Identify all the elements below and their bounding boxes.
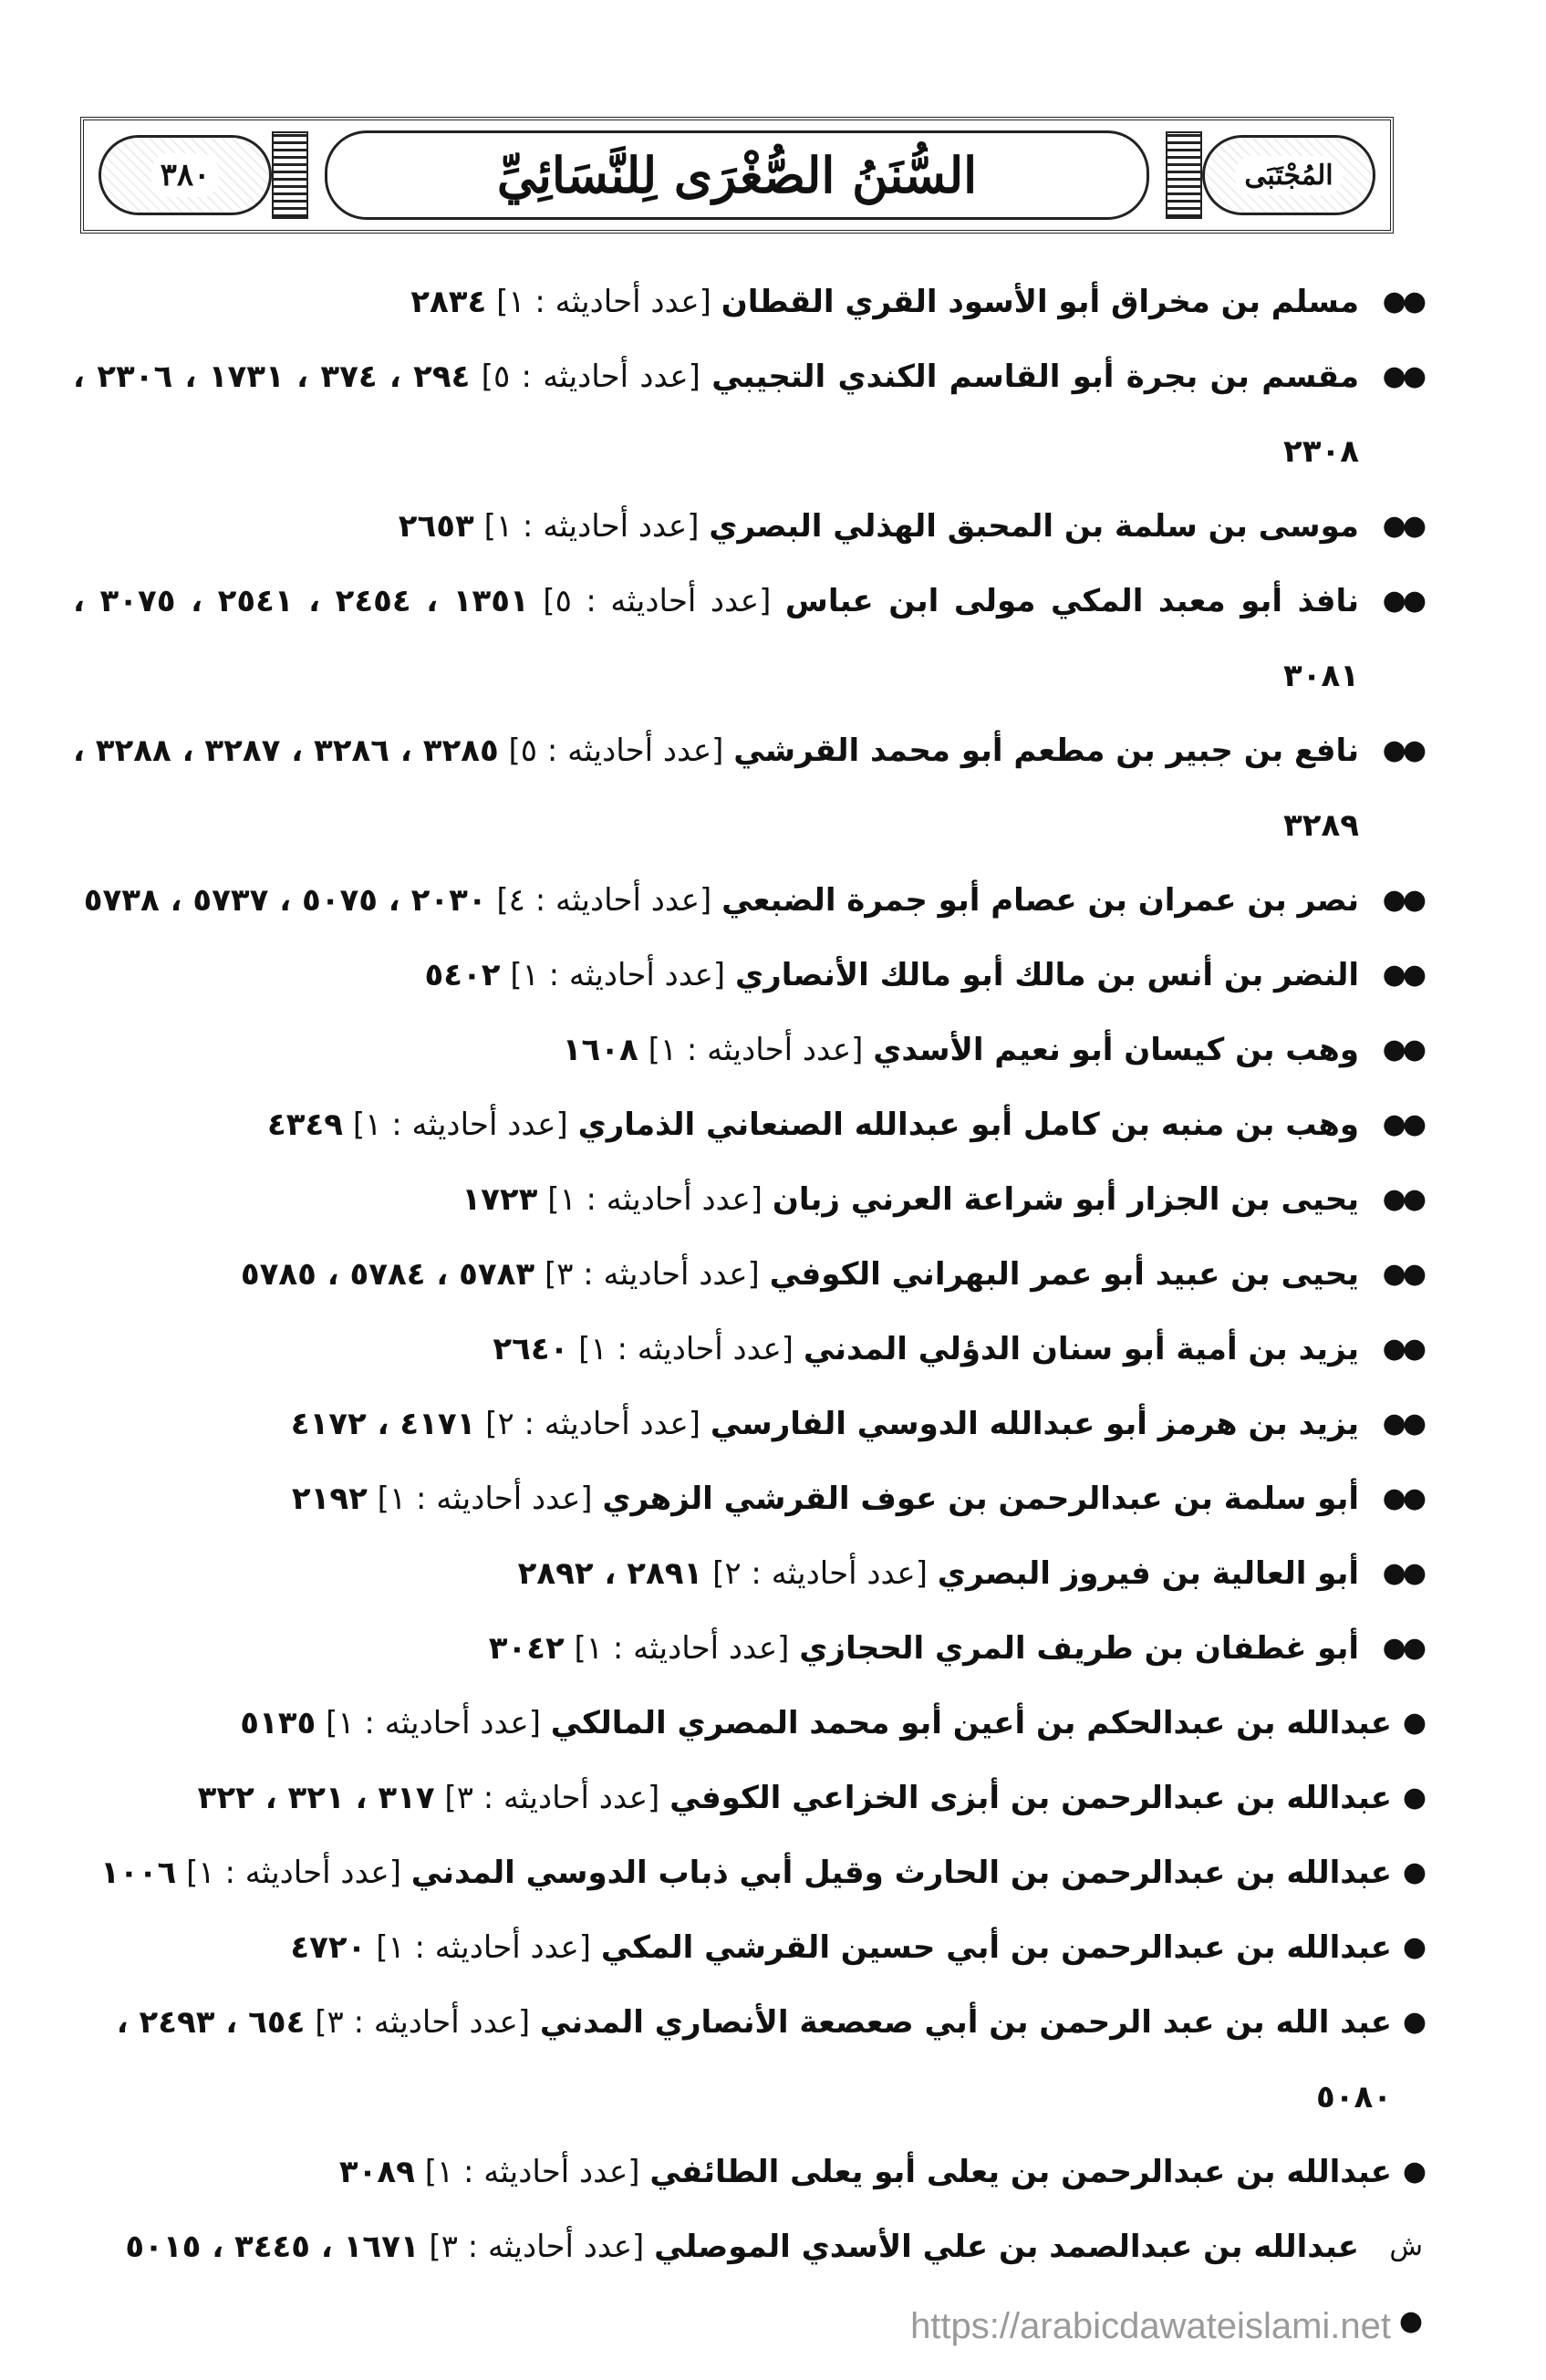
list-item: [73, 1536, 1423, 1611]
bullet-marker: ●●: [1382, 1258, 1423, 1290]
list-item: [73, 489, 1423, 564]
page-number-cartouche: [99, 135, 272, 215]
bullet-marker: ●: [1402, 1856, 1423, 1888]
list-item: [73, 863, 1423, 938]
watermark-url: https://arabicdawateislami.net: [910, 2306, 1391, 2346]
bullet-marker: ●●: [1382, 734, 1423, 766]
hadith-count: [عدد أحاديثه : ١]: [352, 1107, 568, 1143]
narrator-name: يحيى بن عبيد أبو عمر البهراني الكوفي: [769, 1256, 1359, 1293]
hadith-count: [عدد أحاديثه : ٣]: [544, 1256, 760, 1293]
bullet-marker: ●●: [1382, 286, 1423, 317]
list-item: [73, 265, 1423, 339]
hadith-numbers: ٣٠٤٢: [488, 1630, 565, 1667]
subtitle-cartouche: [1202, 135, 1375, 215]
bullet-marker: ●●: [1382, 1482, 1423, 1514]
list-item: [73, 1087, 1423, 1162]
list-item: [73, 1985, 1423, 2135]
hadith-numbers: ٣٠٨٩: [338, 2154, 415, 2190]
hadith-numbers: ١٦٧١ ، ٣٤٤٥ ، ٥٠١٥: [125, 2229, 420, 2265]
list-item: [73, 1312, 1423, 1387]
hadith-count: [عدد أحاديثه : ٣]: [444, 1780, 660, 1816]
hadith-count: [عدد أحاديثه : ٣]: [429, 2229, 645, 2265]
bullet-marker: ●: [1402, 2156, 1423, 2188]
hadith-count: [عدد أحاديثه : ١]: [424, 2154, 640, 2190]
bullet-marker: ●●: [1382, 1632, 1423, 1664]
hadith-count: [عدد أحاديثه : ١]: [547, 1181, 763, 1218]
hadith-count: [عدد أحاديثه : ١]: [510, 957, 726, 993]
bullet-marker: ●●: [1382, 1108, 1423, 1140]
list-item: [73, 1761, 1423, 1835]
narrator-name: مسلم بن مخراق أبو الأسود القري القطان: [721, 284, 1359, 320]
narrator-name: النضر بن أنس بن مالك أبو مالك الأنصاري: [735, 957, 1359, 993]
list-item: [73, 713, 1423, 863]
list-item: [73, 1162, 1423, 1237]
bullet-marker: ●●: [1382, 1333, 1423, 1365]
bullet-marker: ●: [1402, 1782, 1423, 1814]
bullet-marker: ●: [1402, 2006, 1423, 2038]
list-item: [73, 1237, 1423, 1312]
hadith-numbers: ١٦٠٨: [562, 1032, 638, 1068]
narrator-name: عبدالله بن عبدالرحمن بن الحارث وقيل أبي ذباب الدوسي المدني: [410, 1855, 1392, 1891]
narrator-name: وهب بن منبه بن كامل أبو عبدالله الصنعاني الذماري: [577, 1107, 1359, 1143]
bullet-marker: ●: [1402, 1707, 1423, 1739]
bullet-marker: ●●: [1382, 1034, 1423, 1065]
hadith-count: [عدد أحاديثه : ٤]: [496, 882, 712, 919]
hadith-count: [عدد أحاديثه : ٥]: [543, 583, 772, 619]
bullet-marker: ش ●: [1389, 2230, 1423, 2337]
hadith-numbers: ١٧٢٣: [462, 1181, 538, 1218]
list-item: [73, 2135, 1423, 2209]
narrator-name: نافذ أبو معبد المكي مولى ابن عباس: [784, 583, 1360, 619]
bullet-marker: ●●: [1382, 1557, 1423, 1589]
hadith-count: [عدد أحاديثه : ٣]: [315, 2004, 531, 2041]
narrator-name: يزيد بن أمية أبو سنان الدؤلي المدني: [803, 1331, 1359, 1367]
narrator-name: موسى بن سلمة بن المحبق الهذلي البصري: [709, 508, 1359, 545]
hadith-numbers: ١٣٥١ ، ٢٤٥٤ ، ٢٥٤١ ، ٣٠٧٥ ، ٣٠٨١: [73, 583, 1359, 694]
list-item: [73, 1835, 1423, 1910]
hadith-count: [عدد أحاديثه : ١]: [377, 1481, 593, 1517]
narrator-name: عبدالله بن عبدالحكم بن أعين أبو محمد المصري المالكي: [550, 1705, 1392, 1741]
list-item: [73, 1611, 1423, 1686]
hadith-numbers: ٢٦٥٣: [398, 508, 474, 545]
hadith-count: [عدد أحاديثه : ١]: [326, 1705, 541, 1741]
bullet-marker: ●●: [1382, 959, 1423, 991]
hadith-count: [عدد أحاديثه : ١]: [496, 284, 711, 320]
hadith-numbers: ٤٣٤٩: [267, 1107, 344, 1143]
list-item: [73, 1686, 1423, 1761]
hadith-numbers: ٢٩٤ ، ٣٧٤ ، ١٧٣١ ، ٢٣٠٦ ، ٢٣٠٨: [73, 359, 1359, 470]
hadith-numbers: ٢٦٤٠: [493, 1331, 569, 1367]
narrator-name: نافع بن جبير بن مطعم أبو محمد القرشي: [733, 733, 1359, 769]
list-item: [73, 1910, 1423, 1985]
narrator-name: مقسم بن بجرة أبو القاسم الكندي التجيبي: [711, 359, 1360, 395]
bullet-marker: ●●: [1382, 360, 1423, 392]
hadith-count: [عدد أحاديثه : ١]: [574, 1630, 790, 1667]
hadith-count: [عدد أحاديثه : ٥]: [481, 359, 700, 395]
bullet-marker: ●●: [1382, 510, 1423, 542]
hadith-numbers: ١٠٠٦: [100, 1855, 177, 1891]
narrator-name: عبدالله بن عبدالصمد بن علي الأسدي الموصلي: [654, 2229, 1359, 2265]
bullet-marker: ●●: [1382, 585, 1423, 617]
narrator-name: أبو غطفان بن طريف المري الحجازي: [799, 1630, 1359, 1667]
narrator-name: نصر بن عمران بن عصام أبو جمرة الضبعي: [721, 882, 1359, 919]
hadith-numbers: ٥١٣٥: [240, 1705, 316, 1741]
hadith-numbers: ٢١٩٢: [291, 1481, 368, 1517]
hadith-numbers: ٢٠٣٠ ، ٥٠٧٥ ، ٥٧٣٧ ، ٥٧٣٨: [83, 882, 487, 919]
book-title: السُّنَنُ الصُّغْرَى لِلنَّسَائِيِّ: [325, 130, 1149, 220]
narrator-name: أبو العالية بن فيروز البصري: [937, 1555, 1359, 1592]
hadith-count: [عدد أحاديثه : ١]: [376, 1929, 592, 1966]
narrator-name: عبدالله بن عبدالرحمن بن يعلى أبو يعلى الطائفي: [649, 2154, 1392, 2190]
hadith-count: [عدد أحاديثه : ١]: [648, 1032, 864, 1068]
list-item: [73, 938, 1423, 1013]
hadith-count: [عدد أحاديثه : ٢]: [712, 1555, 928, 1592]
list-item: [73, 1387, 1423, 1461]
hadith-numbers: ٥٤٠٢: [424, 957, 501, 993]
bullet-marker: ●: [1402, 1931, 1423, 1963]
hadith-count: [عدد أحاديثه : ١]: [483, 508, 700, 545]
hadith-count: [عدد أحاديثه : ١]: [186, 1855, 401, 1891]
hadith-numbers: ٢٨٩١ ، ٢٨٩٢: [517, 1555, 703, 1592]
hadith-numbers: ٣١٧ ، ٣٢١ ، ٣٢٢: [197, 1780, 435, 1816]
hadith-numbers: ٥٧٨٣ ، ٥٧٨٤ ، ٥٧٨٥: [240, 1256, 535, 1293]
bullet-marker: ●●: [1382, 1408, 1423, 1439]
narrator-name: يحيى بن الجزار أبو شراعة العرني زبان: [772, 1181, 1359, 1218]
hadith-numbers: ٤١٧١ ، ٤١٧٢: [290, 1406, 476, 1442]
narrator-name: وهب بن كيسان أبو نعيم الأسدي: [873, 1032, 1359, 1068]
hadith-numbers: ٣٢٨٥ ، ٣٢٨٦ ، ٣٢٨٧ ، ٣٢٨٨ ، ٣٢٨٩: [73, 733, 1359, 844]
list-item: [73, 1461, 1423, 1536]
ornament-left: [272, 131, 308, 219]
hadith-numbers: ٤٧٢٠: [290, 1929, 367, 1966]
list-item: [73, 339, 1423, 489]
narrator-name: عبدالله بن عبدالرحمن بن أبي حسين القرشي المكي: [600, 1929, 1392, 1966]
narrator-name: أبو سلمة بن عبدالرحمن بن عوف القرشي الزهري: [602, 1481, 1359, 1517]
ornament-right: [1166, 131, 1202, 219]
list-item: [73, 1013, 1423, 1087]
narrator-name: يزيد بن هرمز أبو عبدالله الدوسي الفارسي: [710, 1406, 1359, 1442]
hadith-count: [عدد أحاديثه : ١]: [578, 1331, 794, 1367]
list-item: [73, 564, 1423, 713]
hadith-count: [عدد أحاديثه : ٢]: [485, 1406, 701, 1442]
bullet-marker: ●●: [1382, 1183, 1423, 1215]
hadith-count: [عدد أحاديثه : ٥]: [508, 733, 724, 769]
page-header: [80, 117, 1394, 234]
book-subtitle: المُجْتَبَى: [1235, 156, 1342, 195]
bullet-marker: ●●: [1382, 884, 1423, 916]
page-number: ٣٨٠: [151, 153, 220, 197]
narrator-name: عبد الله بن عبد الرحمن بن أبي صعصعة الأنصاري المدني: [539, 2004, 1392, 2041]
narrator-name: عبدالله بن عبدالرحمن بن أبزى الخزاعي الكوفي: [669, 1780, 1392, 1816]
hadith-numbers: ٦٥٤ ، ٢٤٩٣ ، ٥٠٨٠: [116, 2004, 1392, 2115]
hadith-numbers: ٢٨٣٤: [410, 284, 487, 320]
